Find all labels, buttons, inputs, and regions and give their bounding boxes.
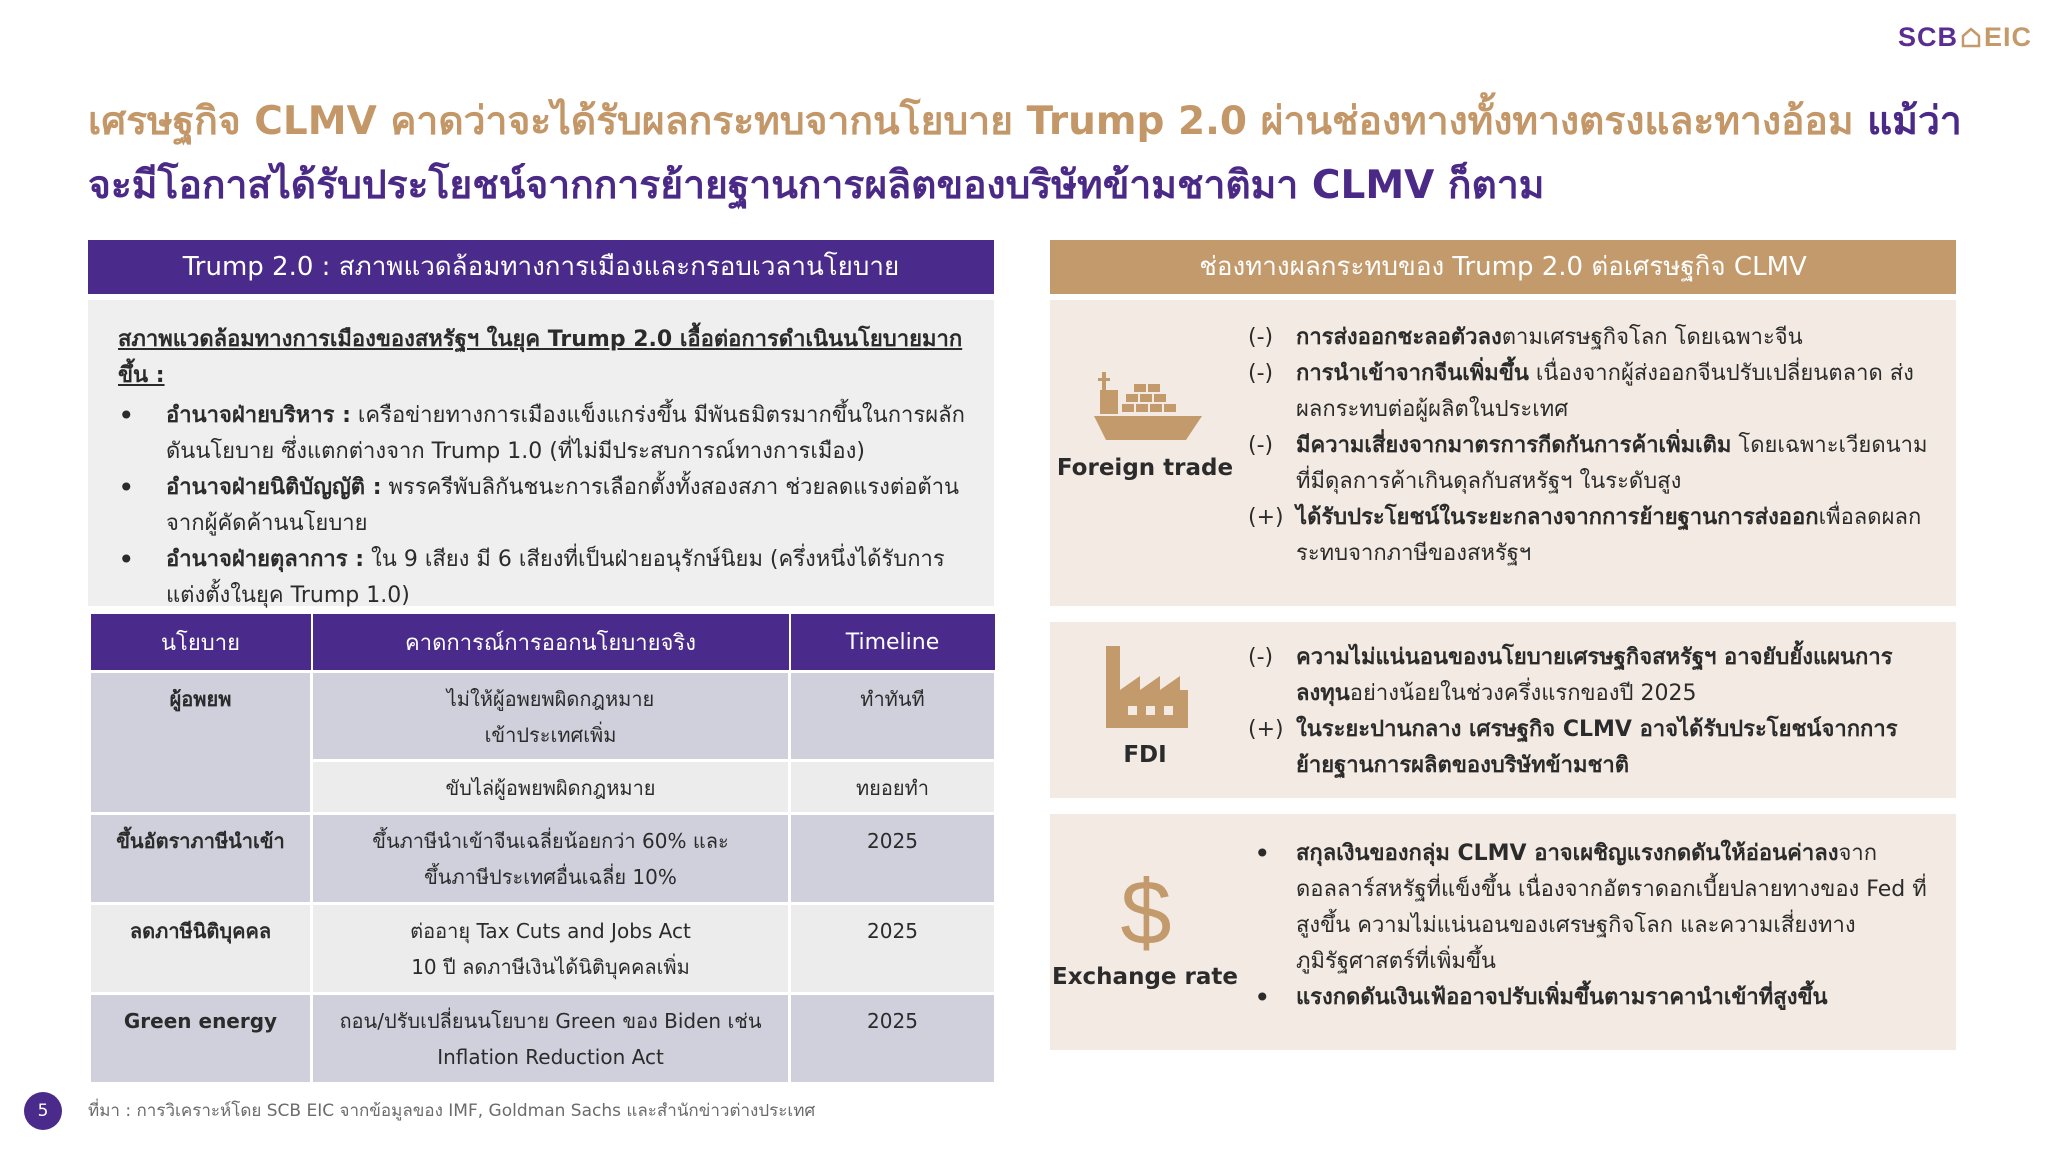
policy-timeline-table — [88, 612, 997, 1085]
policy-cell: ลดภาษีนิติบุคคล — [90, 904, 312, 994]
factory-icon — [1102, 646, 1192, 728]
left-panel-header: Trump 2.0 : สภาพแวดล้อมทางการเมืองและกรอบเวลานโยบาย — [88, 240, 994, 294]
fdi-box — [1050, 622, 1956, 798]
table-row — [90, 994, 996, 1084]
table-row — [90, 814, 996, 904]
title-purple-part: แม้ว่าจะมีโอกาสได้รับประโยชน์จากการย้ายฐานการผลิตของบริษัทข้ามชาติมา CLMV ก็ตาม — [88, 99, 1962, 208]
fdi-list — [1248, 640, 1932, 784]
political-environment-subtitle: สภาพแวดล้อมทางการเมืองของสหรัฐฯ ในยุค Trump 2.0 เอื้อต่อการดำเนินนโยบายมากขึ้น : — [118, 327, 963, 388]
bullet-executive: • อำนาจฝ่ายบริหาร : เครือข่ายทางการเมืองแข็งแกร่งขึ้น มีพันธมิตรมากขึ้นในการผลักดันนโยบาย ซึ่งแตกต่างจาก Trump 1.0 (ที่ไม่มีประสบการณ์ทางการเมือง) — [118, 398, 970, 470]
foreign-trade-box — [1050, 300, 1956, 606]
political-bullets — [118, 398, 970, 614]
policy-cell: ขึ้นอัตราภาษีนำเข้า — [90, 814, 312, 904]
timeline-cell: ทยอยทำ — [790, 761, 996, 814]
cargo-ship-icon — [1094, 370, 1202, 446]
list-item: (-) การนำเข้าจากจีนเพิ่มขึ้น เนื่องจากผู้ส่งออกจีนปรับเปลี่ยนตลาด ส่งผลกระทบต่อผู้ผลิตในประเทศ — [1248, 361, 1914, 422]
forecast-cell: ถอน/ปรับเปลี่ยนนโยบาย Green ของ Biden เช่น Inflation Reduction Act — [312, 994, 790, 1084]
list-item: (+) ได้รับประโยชน์ในระยะกลางจากการย้ายฐานการส่งออกเพื่อลดผลกระทบจากภาษีของสหรัฐฯ — [1248, 505, 1922, 566]
bullet-legislative: • อำนาจฝ่ายนิติบัญญัติ : พรรครีพับลิกันชนะการเลือกตั้งทั้งสองสภา ช่วยลดแรงต่อต้านจากผู้คัดค้านนโยบาย — [118, 470, 970, 542]
timeline-cell: 2025 — [790, 814, 996, 904]
timeline-cell: 2025 — [790, 904, 996, 994]
right-panel-header: ช่องทางผลกระทบของ Trump 2.0 ต่อเศรษฐกิจ CLMV — [1050, 240, 1956, 294]
political-environment-box — [88, 300, 994, 606]
list-item: (-) การส่งออกชะลอตัวลงตามเศรษฐกิจโลก โดยเฉพาะจีน — [1248, 325, 1803, 350]
header-forecast: คาดการณ์การออกนโยบายจริง — [312, 613, 790, 672]
page-number: 5 — [24, 1092, 62, 1130]
bullet-judicial: • อำนาจฝ่ายตุลาการ : ใน 9 เสียง มี 6 เสียงที่เป็นฝ่ายอนุรักษ์นิยม (ครึ่งหนึ่งได้รับการแต่งตั้งในยุค Trump 1.0) — [118, 542, 970, 614]
table-row — [90, 904, 996, 994]
slide-title — [88, 90, 1968, 218]
forecast-cell: ขับไล่ผู้อพยพผิดกฎหมาย — [312, 761, 790, 814]
logo-scb: SCB — [1898, 22, 1959, 52]
title-gold-part: เศรษฐกิจ CLMV คาดว่าจะได้รับผลกระทบจากนโยบาย Trump 2.0 ผ่านช่องทางทั้งทางตรงและทางอ้อม — [88, 99, 1868, 144]
policy-cell: Green energy — [90, 994, 312, 1084]
exchange-rate-box — [1050, 814, 1956, 1050]
table-header-row — [90, 613, 996, 672]
list-item: (-) ความไม่แน่นอนของนโยบายเศรษฐกิจสหรัฐฯ อาจยับยั้งแผนการลงทุนอย่างน้อยในช่วงครึ่งแรกของปี 2025 — [1248, 645, 1893, 706]
header-policy: นโยบาย — [90, 613, 312, 672]
scb-eic-logo — [1898, 22, 2032, 53]
list-item: • สกุลเงินของกลุ่ม CLMV อาจเผชิญแรงกดดันให้อ่อนค่าลงจากดอลลาร์สหรัฐที่แข็งขึ้น เนื่องจากอัตราดอกเบี้ยปลายทางของ Fed ที่สูงขึ้น ความไม่แน่นอนของเศรษฐกิจโลก และความเสี่ยงทางภูมิรัฐศาสตร์ที่เพิ่มขึ้น — [1254, 837, 1927, 974]
svg-text:$: $ — [1120, 866, 1172, 954]
dollar-icon — [1116, 866, 1176, 954]
timeline-cell: ทำทันที — [790, 672, 996, 761]
timeline-cell: 2025 — [790, 994, 996, 1084]
logo-eic: EIC — [1984, 22, 2033, 52]
policy-cell: ผู้อพยพ — [90, 672, 312, 814]
forecast-cell: ขึ้นภาษีนำเข้าจีนเฉลี่ยน้อยกว่า 60% และ ขึ้นภาษีประเทศอื่นเฉลี่ย 10% — [312, 814, 790, 904]
fdi-label: FDI — [1123, 742, 1167, 768]
foreign-trade-label: Foreign trade — [1056, 455, 1234, 481]
forecast-cell: ต่ออายุ Tax Cuts and Jobs Act 10 ปี ลดภาษีเงินได้นิติบุคคลเพิ่ม — [312, 904, 790, 994]
exchange-rate-list — [1248, 836, 1932, 1016]
house-icon — [1960, 26, 1982, 48]
forecast-cell: ไม่ให้ผู้อพยพผิดกฎหมาย เข้าประเทศเพิ่ม — [312, 672, 790, 761]
header-timeline: Timeline — [790, 613, 996, 672]
list-item: (-) มีความเสี่ยงจากมาตรการกีดกันการค้าเพิ่มเติม โดยเฉพาะเวียดนามที่มีดุลการค้าเกินดุลกับสหรัฐฯ ในระดับสูง — [1248, 433, 1928, 494]
list-item: • แรงกดดันเงินเฟ้ออาจปรับเพิ่มขึ้นตามราคานำเข้าที่สูงขึ้น — [1254, 981, 1828, 1014]
table-row — [90, 672, 996, 761]
foreign-trade-list — [1248, 320, 1932, 572]
source-note: ที่มา : การวิเคราะห์โดย SCB EIC จากข้อมูลของ IMF, Goldman Sachs และสำนักข่าวต่างประเทศ — [88, 1101, 816, 1121]
list-item: (+) ในระยะปานกลาง เศรษฐกิจ CLMV อาจได้รับประโยชน์จากการย้ายฐานการผลิตของบริษัทข้ามชาติ — [1248, 717, 1898, 778]
exchange-rate-label: Exchange rate — [1052, 964, 1238, 990]
